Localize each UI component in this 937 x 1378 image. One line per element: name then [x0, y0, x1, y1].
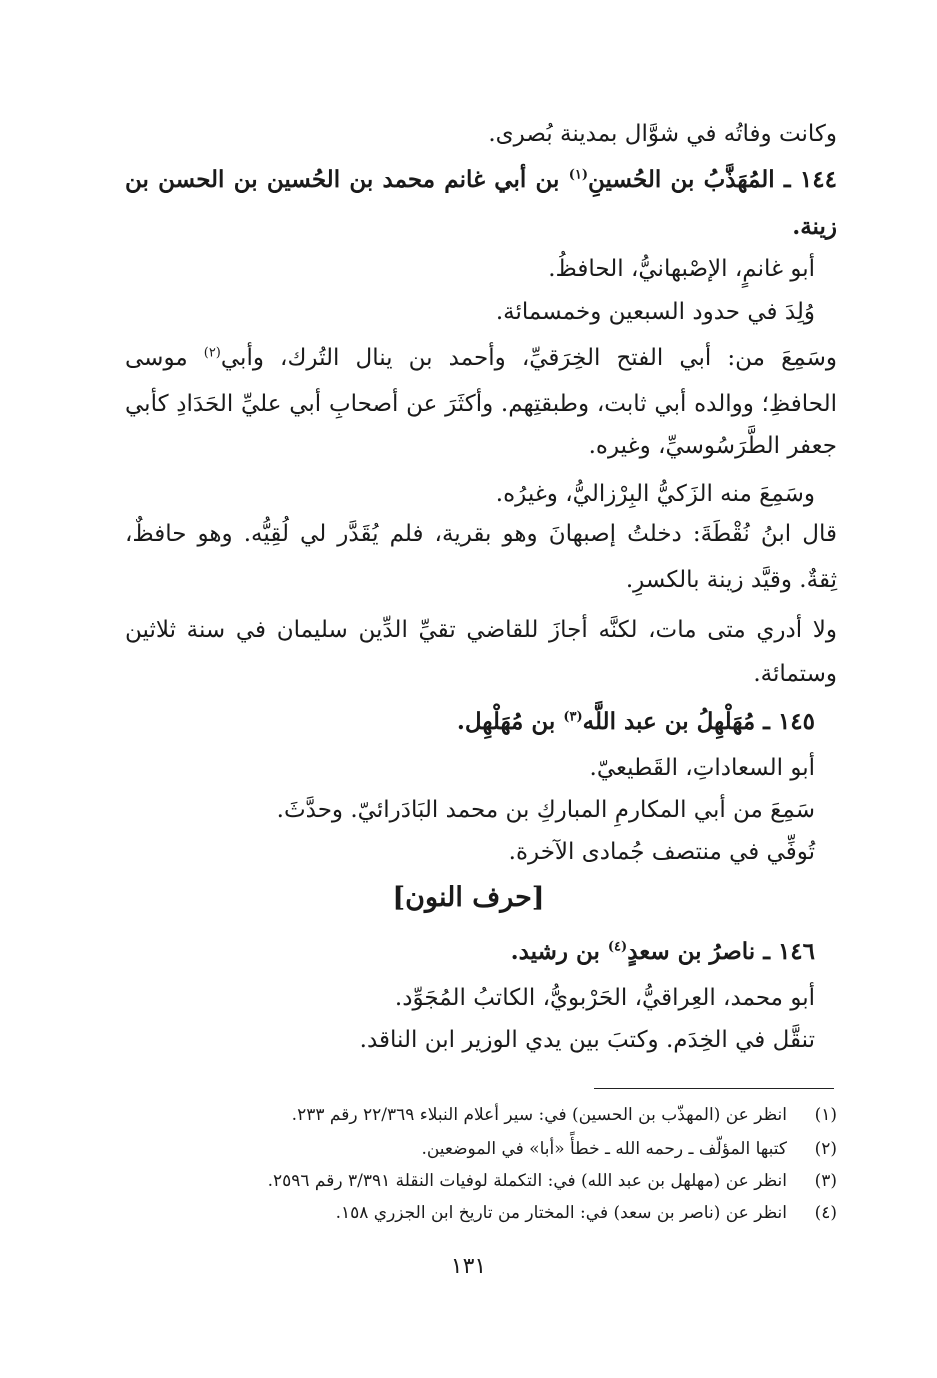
footnote-3 [268, 1166, 837, 1196]
footnote-number: (٣) [814, 1171, 837, 1191]
text-line: الحافظِ؛ ووالده أبي ثابت، وطبقتِهم. وأكثَرَ عن أصحابِ أبي عليِّ الحَدَادِ كأبي [125, 391, 837, 417]
text-line: وُلِدَ في حدود السبعين وخمسمائة. [495, 299, 815, 325]
text-line: أبو غانمٍ، الإصْبهانيُّ، الحافظُ. [548, 256, 815, 282]
text-line: وستمائة. [753, 661, 837, 687]
footnote-text: كتبها المؤلّف ـ رحمه الله ـ خطأً «أبا» في الموضعين. [421, 1139, 787, 1159]
footnote-text: انظر عن (ناصر بن سعد) في: المختار من تاريخ ابن الجزري ١٥٨. [335, 1203, 787, 1223]
page-number: ١٣١ [450, 1254, 487, 1279]
footnote-number: (٢) [814, 1139, 837, 1159]
text-line: سَمِعَ من أبي المكارمِ المباركِ بن محمد البَادَرائيّ. وحدَّثَ. [276, 797, 815, 823]
section-heading: [حرف النون] [392, 882, 545, 913]
entry-145-heading: ١٤٥ ـ مُهَلْهِلُ بن عبد اللَّه$^{(٣)}$ بن مُهَلْهِل. [456, 708, 815, 735]
entry-146-heading: ١٤٦ ـ ناصرُ بن سعدٍ$^{(٤)}$ بن رشيد. [510, 938, 815, 965]
text-line: أبو السعاداتِ، القَطيعيّ. [589, 755, 815, 781]
text-line: وسَمِعَ منه الزَكيُّ البِرْزاليُّ، وغيرُه. [495, 481, 815, 507]
text-line: ثِقةٌ. وقيَّد زينة بالكسرِ. [625, 567, 837, 593]
text-line: أبو محمد، العِراقيُّ، الحَرْبويُّ، الكاتبُ المُجَوِّد. [394, 985, 815, 1011]
text-line: قال ابنُ نُقْطَةَ: دخلتُ إصبهانَ وهو بقرية، فلم يُقَدَّر لي لُقِيُّه. وهو حافظٌ، [125, 521, 837, 547]
footnote-text: انظر عن (مهلهل بن عبد الله) في: التكملة لوفيات النقلة ٣/٣٩١ رقم ٢٥٩٦. [267, 1171, 787, 1191]
entry-144-heading-cont: زينة. [792, 213, 837, 240]
text-line: جعفر الطَّرَسُوسيِّ، وغيره. [588, 433, 837, 459]
text-line: ولا أدري متى مات، لكنَّه أجازَ للقاضي تقيِّ الدِّين سليمان في سنة ثلاثين [125, 617, 837, 643]
footnote-divider [594, 1088, 834, 1089]
footnote-4 [336, 1198, 837, 1228]
text-line: تُوفِّي في منتصف جُمادى الآخرة. [508, 839, 815, 865]
footnote-text: انظر عن (المهذّب بن الحسين) في: سير أعلام النبلاء ٢٢/٣٦٩ رقم ٢٣٣. [291, 1105, 787, 1125]
footnote-number: (٤) [814, 1203, 837, 1223]
text-line: وسَمِعَ من: أبي الفتح الخِرَقيِّ، وأحمد بن ينال التُرك، وأبي$^{(٢)}$ موسى [125, 345, 837, 371]
text-line: تنقَّل في الخِدَم. وكتبَ بين يدي الوزير ابن الناقد. [359, 1027, 815, 1053]
text-line: وكانت وفاتُه في شوَّال بمدينة بُصرى. [488, 121, 837, 147]
footnote-2 [421, 1134, 837, 1164]
entry-144-heading: ١٤٤ ـ المُهَذَّبُ بن الحُسينِ$^{(١)}$ بن أبي غانم محمد بن الحُسين بن الحسن بن [125, 166, 837, 193]
footnote-1 [292, 1100, 837, 1130]
footnote-number: (١) [814, 1105, 837, 1125]
